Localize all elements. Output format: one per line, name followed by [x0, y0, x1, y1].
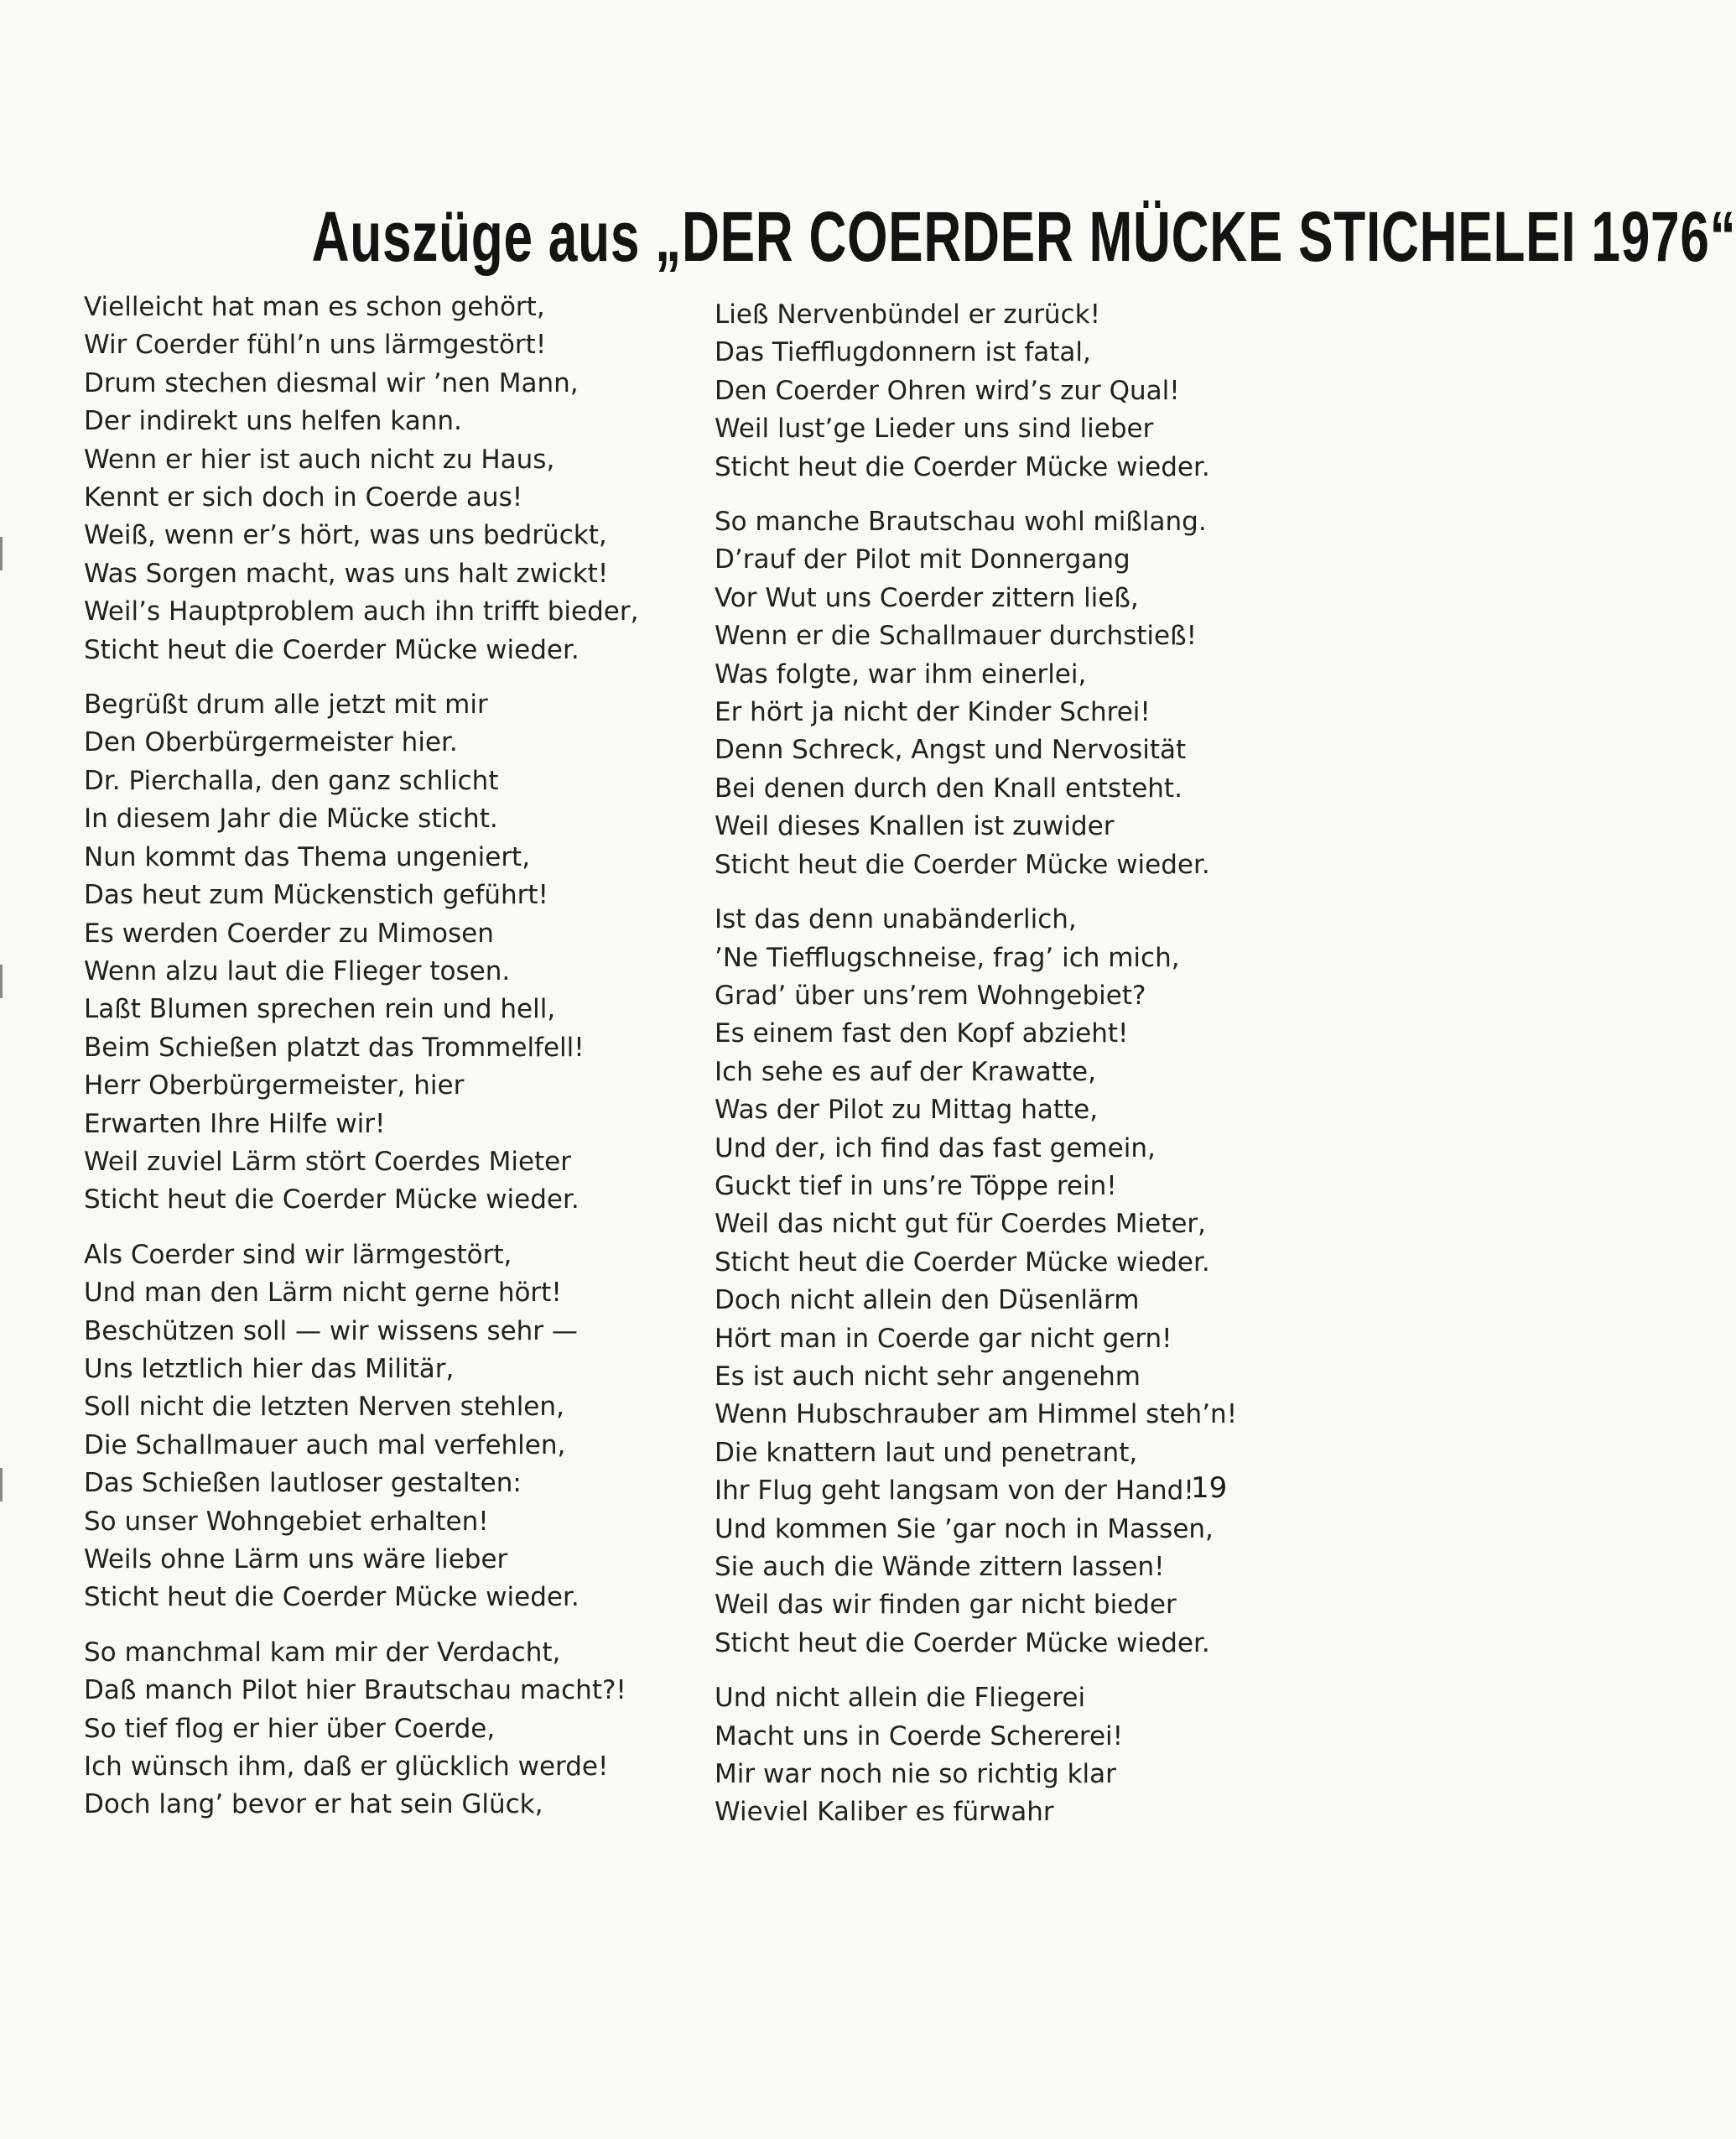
verse-line: Macht uns in Coerde Schererei! [715, 1720, 1124, 1751]
verse-line: Daß manch Pilot hier Brautschau macht?! [84, 1675, 626, 1706]
stanza [84, 1236, 688, 1617]
verse-line: Das Tiefflugdonnern ist fatal, [715, 337, 1091, 368]
stanza [84, 289, 688, 669]
verse-line: Guckt tief in uns’re Töppe rein! [715, 1170, 1117, 1201]
stanza [84, 686, 688, 1220]
verse-line: Denn Schreck, Angst und Nervosität [715, 735, 1187, 766]
stanza [715, 901, 1318, 1663]
verse-line: Und kommen Sie ’gar noch in Massen, [715, 1513, 1214, 1544]
verse-line: Sticht heut die Coerder Mücke wieder. [715, 849, 1210, 880]
verse-line: Ich sehe es auf der Krawatte, [715, 1056, 1096, 1087]
verse-line: Dr. Pierchalla, den ganz schlicht [84, 765, 499, 796]
verse-line: Uns letztlich hier das Militär, [84, 1353, 455, 1384]
verse-line: Kennt er sich doch in Coerde aus! [84, 482, 523, 513]
verse-line: Was Sorgen macht, was uns halt zwickt! [84, 558, 609, 589]
verse-line: Weil das nicht gut für Coerdes Mieter, [715, 1209, 1207, 1240]
verse-line: D’rauf der Pilot mit Donnergang [715, 544, 1130, 575]
verse-line: Wenn er hier ist auch nicht zu Haus, [84, 444, 555, 475]
verse-line: Wenn Hubschrauber am Himmel steh’n! [715, 1399, 1238, 1430]
verse-line: Ihr Flug geht langsam von der Hand! [715, 1475, 1194, 1507]
verse-line: Was folgte, war ihm einerlei, [715, 658, 1087, 690]
verse-line: Sticht heut die Coerder Mücke wieder. [84, 1184, 580, 1215]
verse-line: So unser Wohngebiet erhalten! [84, 1506, 489, 1537]
page-edge-mark [0, 965, 3, 998]
verse-line: Sticht heut die Coerder Mücke wieder. [715, 1627, 1210, 1658]
verse-line: Beim Schießen platzt das Trommelfell! [84, 1032, 585, 1063]
verse-line: Der indirekt uns helfen kann. [84, 406, 462, 437]
verse-line: Und nicht allein die Fliegerei [715, 1683, 1086, 1714]
verse-line: Das Schießen lautloser gestalten: [84, 1468, 522, 1499]
verse-line: Weiß, wenn er’s hört, was uns bedrückt, [84, 520, 607, 551]
verse-line: Hört man in Coerde gar nicht gern! [715, 1323, 1172, 1354]
verse-line: Und der, ich find das fast gemein, [715, 1132, 1156, 1163]
verse-line: Ließ Nervenbündel er zurück! [715, 299, 1101, 330]
verse-line: Nun kommt das Thema ungeniert, [84, 841, 531, 872]
verse-line: ’Ne Tiefflugschneise, frag’ ich mich, [715, 942, 1180, 973]
poem-column-left [84, 289, 688, 1824]
verse-line: Drum stechen diesmal wir ’nen Mann, [84, 367, 579, 398]
verse-line: Das heut zum Mückenstich geführt! [84, 880, 548, 911]
verse-line: Es werden Coerder zu Mimosen [84, 918, 494, 949]
verse-line: Mir war noch nie so richtig klar [715, 1759, 1116, 1790]
verse-line: Es einem fast den Kopf abzieht! [715, 1018, 1129, 1049]
stanza [715, 503, 1318, 884]
verse-line: Sie auch die Wände zittern lassen! [715, 1552, 1165, 1582]
verse-line: Wenn alzu laut die Flieger tosen. [84, 955, 511, 986]
verse-line: Grad’ über uns’rem Wohngebiet? [715, 980, 1146, 1011]
verse-line: Vielleicht hat man es schon gehört, [84, 292, 545, 322]
page-edge-mark [0, 1468, 3, 1501]
verse-line: Wir Coerder fühl’n uns lärmgestört! [84, 330, 547, 361]
stanza [715, 1679, 1318, 1832]
verse-line: Wenn er die Schallmauer durchstieß! [715, 621, 1198, 652]
verse-line: Vor Wut uns Coerder zittern ließ, [715, 582, 1139, 613]
page-edge-mark [0, 537, 3, 570]
verse-line: Den Oberbürgermeister hier. [84, 727, 458, 758]
stanza [84, 1634, 688, 1824]
stanza [715, 296, 1318, 487]
verse-line: Die Schallmauer auch mal verfehlen, [84, 1429, 566, 1460]
verse-line: Ich wünsch ihm, daß er glücklich werde! [84, 1751, 609, 1782]
verse-line: Die knattern laut und penetrant, [715, 1437, 1138, 1468]
verse-line: Begrüßt drum alle jetzt mit mir [84, 690, 488, 721]
verse-line: Weil das wir finden gar nicht bieder [715, 1590, 1177, 1621]
page-title: Auszüge aus „DER COERDER MÜCKE STICHELEI 1976“ [311, 197, 1736, 276]
verse-line: Laßt Blumen sprechen rein und hell, [84, 994, 556, 1025]
verse-line: So tief flog er hier über Coerde, [84, 1713, 496, 1744]
verse-line: Beschützen soll — wir wissens sehr — [84, 1315, 578, 1346]
verse-line: Weil dieses Knallen ist zuwider [715, 811, 1115, 842]
verse-line: Doch nicht allein den Düsenlärm [715, 1285, 1140, 1316]
verse-line: Er hört ja nicht der Kinder Schrei! [715, 697, 1151, 728]
verse-line: Sticht heut die Coerder Mücke wieder. [715, 1246, 1210, 1278]
verse-line: Soll nicht die letzten Nerven stehlen, [84, 1392, 564, 1423]
verse-line: In diesem Jahr die Mücke sticht. [84, 804, 498, 835]
verse-line: Wieviel Kaliber es fürwahr [715, 1797, 1054, 1828]
verse-line: Sticht heut die Coerder Mücke wieder. [84, 1582, 580, 1613]
verse-line: Doch lang’ bevor er hat sein Glück, [84, 1789, 543, 1820]
verse-line: Es ist auch nicht sehr angenehm [715, 1361, 1141, 1392]
verse-line: Den Coerder Ohren wird’s zur Qual! [715, 375, 1180, 406]
verse-line: Weil lust’ge Lieder uns sind lieber [715, 414, 1154, 445]
verse-line: Was der Pilot zu Mittag hatte, [715, 1095, 1099, 1126]
verse-line: So manche Brautschau wohl mißlang. [715, 507, 1207, 538]
verse-line: Weil’s Hauptproblem auch ihn trifft bieder, [84, 596, 639, 627]
page-number: 19 [1191, 1471, 1228, 1505]
verse-line: Bei denen durch den Knall entsteht. [715, 773, 1182, 804]
verse-line: Herr Oberbürgermeister, hier [84, 1070, 465, 1101]
verse-line: Sticht heut die Coerder Mücke wieder. [84, 634, 580, 665]
verse-line: So manchmal kam mir der Verdacht, [84, 1637, 561, 1668]
verse-line: Sticht heut die Coerder Mücke wieder. [715, 451, 1210, 482]
verse-line: Weil zuviel Lärm stört Coerdes Mieter [84, 1146, 571, 1177]
poem-column-right [715, 296, 1318, 1832]
verse-line: Und man den Lärm nicht gerne hört! [84, 1278, 562, 1309]
verse-line: Erwarten Ihre Hilfe wir! [84, 1108, 386, 1139]
verse-line: Als Coerder sind wir lärmgestört, [84, 1239, 512, 1270]
verse-line: Ist das denn unabänderlich, [715, 904, 1077, 935]
verse-line: Weils ohne Lärm uns wäre lieber [84, 1544, 508, 1574]
